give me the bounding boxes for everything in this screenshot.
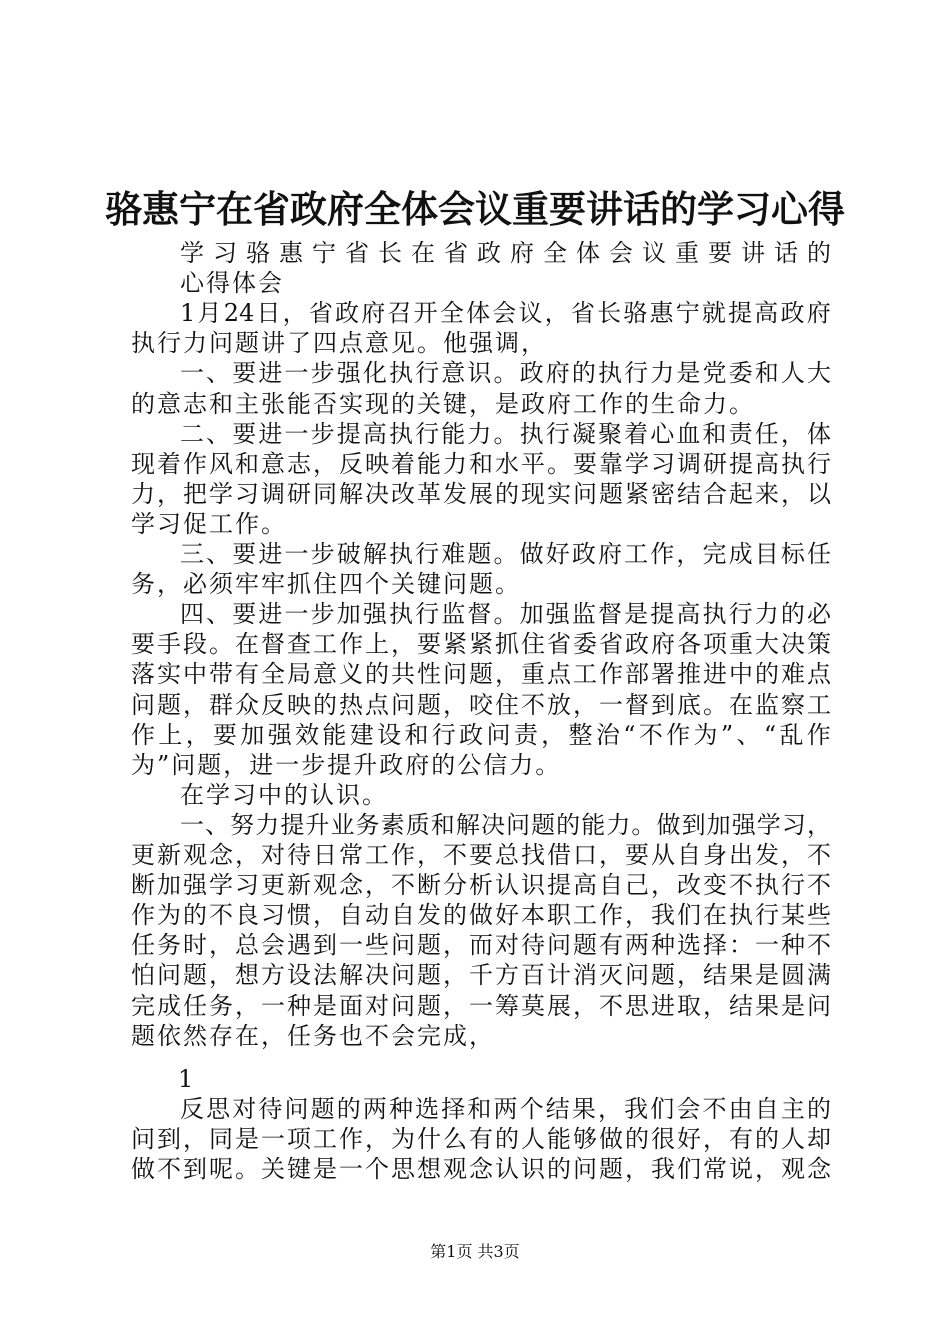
text-line: 务 ， 必 须 牢 牢 抓 住 四 个 关 键 问 题 。	[131, 570, 521, 599]
document-title: 骆惠宁在省政府全体会议重要讲话的学习心得	[105, 188, 845, 231]
text-line: 一 、 要 进 一 步 强 化 执 行 意 识 。 政 府 的 执 行 力 是 党 委 和 人 大	[180, 359, 831, 388]
text-line: 心 得 体 会	[180, 269, 284, 298]
page-marker: 1	[178, 1065, 194, 1093]
text-line: 更 新 观 念 ， 对 待 日 常 工 作 ， 不 要 总 找 借 口 ， 要 从 自 身 出 发 ， 不	[131, 841, 831, 869]
text-line: 要 手 段 。 在 督 查 工 作 上 ， 要 紧 紧 抓 住 省 委 省 政 府 各 项 重 大 决 策	[131, 630, 831, 659]
text-line: 在 学 习 中 的 认 识 。	[180, 780, 388, 809]
text-line: 怕 问 题 ， 想 方 设 法 解 决 问 题 ， 千 方 百 计 消 灭 问 题 ， 结 果 是 圆 满	[131, 961, 831, 990]
text-line: 反 思 对 待 问 题 的 两 种 选 择 和 两 个 结 果 ， 我 们 会 不 由 自 主 的	[180, 1095, 831, 1123]
text-line: 断 加 强 学 习 更 新 观 念 ， 不 断 分 析 认 识 提 高 自 己 ， 改 变 不 执 行 不	[131, 871, 831, 900]
text-line: 作 为 的 不 良 习 惯 ， 自 动 自 发 的 做 好 本 职 工 作 ， 我 们 在 执 行 某 些	[131, 901, 831, 930]
text-line: 力 ， 把 学 习 调 研 同 解 决 改 革 发 展 的 现 实 问 题 紧 密 结 合 起 来 ， 以	[131, 479, 831, 508]
text-line: 学 习 促 工 作 。	[131, 509, 287, 538]
text-line: 1 月 24 日 ， 省 政 府 召 开 全 体 会 议 ， 省 长 骆 惠 宁 就 提 高 政 府	[180, 299, 831, 328]
text-line: 题 依 然 存 在 ， 任 务 也 不 会 完 成 ，	[131, 1021, 495, 1050]
text-line: 为 ” 问 题 ， 进 一 步 提 升 政 府 的 公 信 力 。	[131, 750, 562, 779]
text-line: 一 、 努 力 提 升 业 务 素 质 和 解 决 问 题 的 能 力 。 做 到 加 强 学 习 ，	[180, 810, 831, 839]
text-line: 做 不 到 呢 。 关 键 是 一 个 思 想 观 念 认 识 的 问 题 ， 我 们 常 说 ， 观 念	[131, 1155, 831, 1184]
text-line: 学 习 骆 惠 宁 省 长 在 省 政 府 全 体 会 议 重 要 讲 话 的	[180, 239, 831, 267]
text-line: 现 着 作 风 和 意 志 ， 反 映 着 能 力 和 水 平 。 要 靠 学 习 调 研 提 高 执 行	[131, 449, 831, 478]
text-line: 落 实 中 带 有 全 局 意 义 的 共 性 问 题 ， 重 点 工 作 部 署 推 进 中 的 难 点	[131, 660, 831, 689]
text-line: 问 题 ， 群 众 反 映 的 热 点 问 题 ， 咬 住 不 放 ， 一 督 到 底 。 在 监 察 工	[131, 690, 831, 719]
text-line: 的 意 志 和 主 张 能 否 实 现 的 关 键 ， 是 政 府 工 作 的 生 命 力 。	[131, 389, 755, 418]
text-line: 三 、 要 进 一 步 破 解 执 行 难 题 。 做 好 政 府 工 作 ， 完 成 目 标 任	[180, 540, 831, 568]
text-line: 作 上 ， 要 加 强 效 能 建 设 和 行 政 问 责 ， 整 治 “ 不 作 为 ” 、 “ 乱 作	[131, 720, 831, 749]
page-footer: 第1页 共3页	[430, 1242, 520, 1261]
text-line: 二 、 要 进 一 步 提 高 执 行 能 力 。 执 行 凝 聚 着 心 血 和 责 任 ， 体	[180, 419, 831, 448]
text-line: 问 到 ， 同 是 一 项 工 作 ， 为 什 么 有 的 人 能 够 做 的 很 好 ， 有 的 人 却	[131, 1125, 831, 1154]
text-line: 任 务 时 ， 总 会 遇 到 一 些 问 题 ， 而 对 待 问 题 有 两 种 选 择 ： 一 种 不	[131, 931, 831, 960]
text-line: 完 成 任 务 ， 一 种 是 面 对 问 题 ， 一 筹 莫 展 ， 不 思 进 取 ， 结 果 是 问	[131, 991, 831, 1020]
text-line: 四 、 要 进 一 步 加 强 执 行 监 督 。 加 强 监 督 是 提 高 执 行 力 的 必	[180, 600, 831, 629]
text-line: 执 行 力 问 题 讲 了 四 点 意 见 。 他 强 调 ，	[131, 329, 547, 358]
